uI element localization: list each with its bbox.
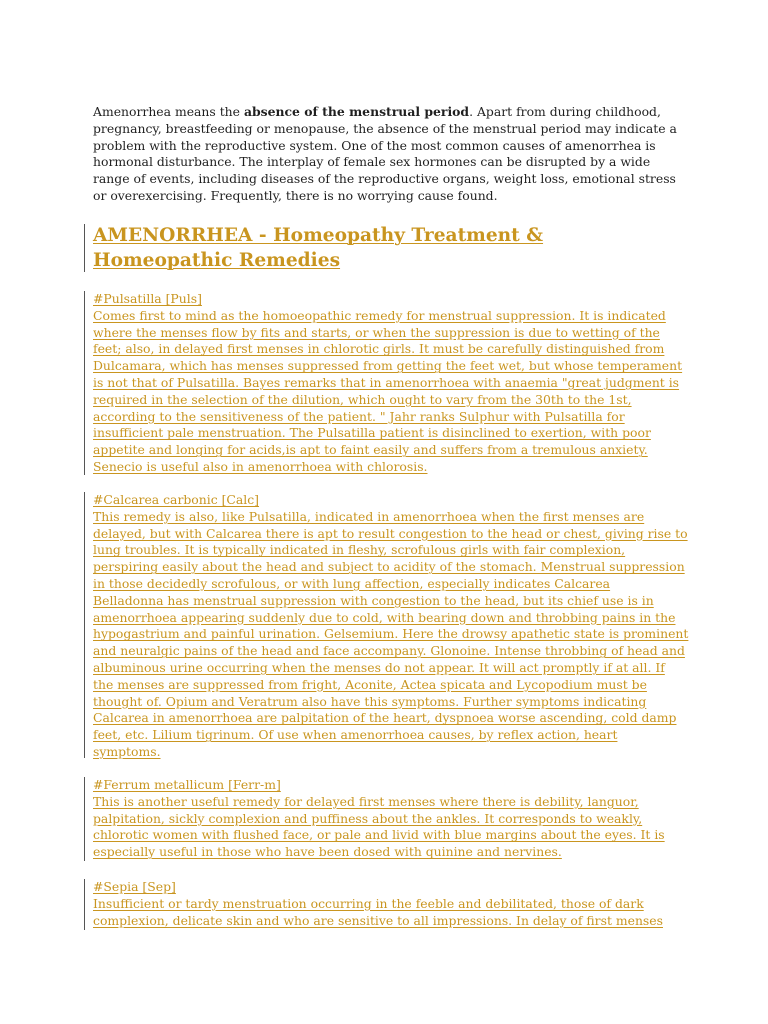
intro-text-rest: . Apart from during childhood, pregnancy, breastfeeding or menopause, the absence of the menstrual period may indicate a problem with the reproductive system. One of the most common causes of amenorrhea is hormonal disturbance. The interplay of female sex hormones can be disrupted by a wide range of events, including diseases of the reproductive organs, weight loss, emotional stress or overexercising. Frequently, there is no worrying cause found. — [93, 104, 677, 203]
remedy-text-link[interactable] — [93, 794, 693, 861]
remedy-line: symptoms. — [93, 743, 161, 759]
remedy-line: Dulcamara, which has menses suppressed from getting the feet wet, but whose temperament — [93, 358, 683, 374]
remedy-line: Belladonna has menstrual suppression with congestion to the head, but its chief use is in — [93, 592, 654, 608]
remedy-line: thought of. Opium and Veratrum also have this symptoms. Further symptoms indicating — [93, 693, 647, 709]
remedy-line: especially useful in those who have been dosed with quinine and nervines. — [93, 844, 562, 860]
remedy-line: Comes first to mind as the homoeopathic remedy for menstrual suppression. It is indicated — [93, 307, 666, 323]
remedy-line: the menses are suppressed from fright, Aconite, Actea spicata and Lycopodium must be — [93, 676, 647, 692]
remedy-line: Calcarea in amenorrhoea are palpitation of the heart, dyspnoea worse ascending, cold damp — [93, 710, 677, 726]
remedy-line: albuminous urine occurring when the menses do not appear. It will act promptly if at all. If — [93, 659, 665, 675]
remedy-line: hypogastrium and painful urination. Gelsemium. Here the drowsy apathetic state is prominent — [93, 626, 689, 642]
remedy-line: according to the sensitiveness of the patient. " Jahr ranks Sulphur with Pulsatilla for — [93, 408, 625, 424]
remedy-heading-link[interactable]: #Sepia [Sep] — [93, 879, 176, 894]
remedy-heading-link[interactable]: #Ferrum metallicum [Ferr-m] — [93, 777, 281, 792]
intro-bold-term: absence of the menstrual period — [243, 104, 470, 119]
remedy-line: chlorotic women with flushed face, or pale and livid with blue margins about the eyes. It is — [93, 827, 665, 843]
title-section — [84, 224, 543, 272]
remedy-line: feet; also, in delayed first menses in chlorotic girls. It must be carefully distinguished from — [93, 341, 665, 357]
remedy-line: insufficient pale menstruation. The Pulsatilla patient is disinclined to exertion, with poor — [93, 425, 651, 441]
remedy-line: required in the selection of the dilution, which ought to vary from the 30th to the 1st, — [93, 391, 632, 407]
title-line-1: AMENORRHEA - Homeopathy Treatment & — [93, 225, 544, 246]
remedy-line: where the menses flow by fits and starts, or when the suppression is due to wetting of the — [93, 324, 660, 340]
remedy-line: is not that of Pulsatilla. Bayes remarks that in amenorrhoea with anaemia "great judgment is — [93, 374, 680, 390]
remedy-line: Senecio is useful also in amenorrhoea with chlorosis. — [93, 458, 428, 474]
remedy-line: and neuralgic pains of the head and face accompany. Glonoine. Intense throbbing of head and — [93, 643, 685, 659]
remedy-section-calcarea — [84, 492, 693, 758]
title-line-2: Homeopathic Remedies — [93, 249, 341, 271]
remedy-line: perspiring easily about the head and subject to acidity of the stomach. Menstrual suppression — [93, 559, 685, 575]
remedy-line: complexion, delicate skin and who are sensitive to all impressions. In delay of first menses — [93, 912, 663, 928]
remedy-line: palpitation, sickly complexion and puffiness about the ankles. It corresponds to weakly, — [93, 810, 643, 826]
remedy-heading-link[interactable]: #Pulsatilla [Puls] — [93, 291, 202, 306]
remedy-text-link[interactable] — [93, 509, 693, 761]
remedy-line: lung troubles. It is typically indicated in fleshy, scrofulous girls with fair complexion, — [93, 542, 626, 558]
remedy-heading-link[interactable]: #Calcarea carbonic [Calc] — [93, 492, 260, 507]
remedy-line: in those decidedly scrofulous, or with lung affection, especially indicates Calcarea — [93, 575, 611, 591]
remedy-line: This is another useful remedy for delayed first menses where there is debility, languor, — [93, 793, 639, 809]
remedy-section-ferrum — [84, 777, 693, 861]
remedy-text-link[interactable] — [93, 308, 693, 476]
page-title-link[interactable] — [93, 224, 543, 273]
remedy-text-link[interactable] — [93, 896, 693, 930]
remedy-line: Insufficient or tardy menstruation occurring in the feeble and debilitated, those of dark — [93, 895, 644, 911]
remedy-line: amenorrhoea appearing suddenly due to cold, with bearing down and throbbing pains in the — [93, 609, 676, 625]
remedy-line: delayed, but with Calcarea there is apt to result congestion to the head or chest, giving rise to — [93, 525, 688, 541]
intro-paragraph — [93, 104, 683, 205]
remedy-line: This remedy is also, like Pulsatilla, indicated in amenorrhoea when the first menses are — [93, 508, 645, 524]
remedy-line: appetite and longing for acids,is apt to faint easily and suffers from a tremulous anxiety. — [93, 442, 648, 458]
intro-text-start: Amenorrhea means the — [93, 104, 244, 119]
remedy-section-pulsatilla — [84, 291, 693, 475]
remedy-line: feet, etc. Lilium tigrinum. Of use when amenorrhoea causes, by reflex action, heart — [93, 727, 618, 743]
remedy-section-sepia — [84, 879, 693, 930]
